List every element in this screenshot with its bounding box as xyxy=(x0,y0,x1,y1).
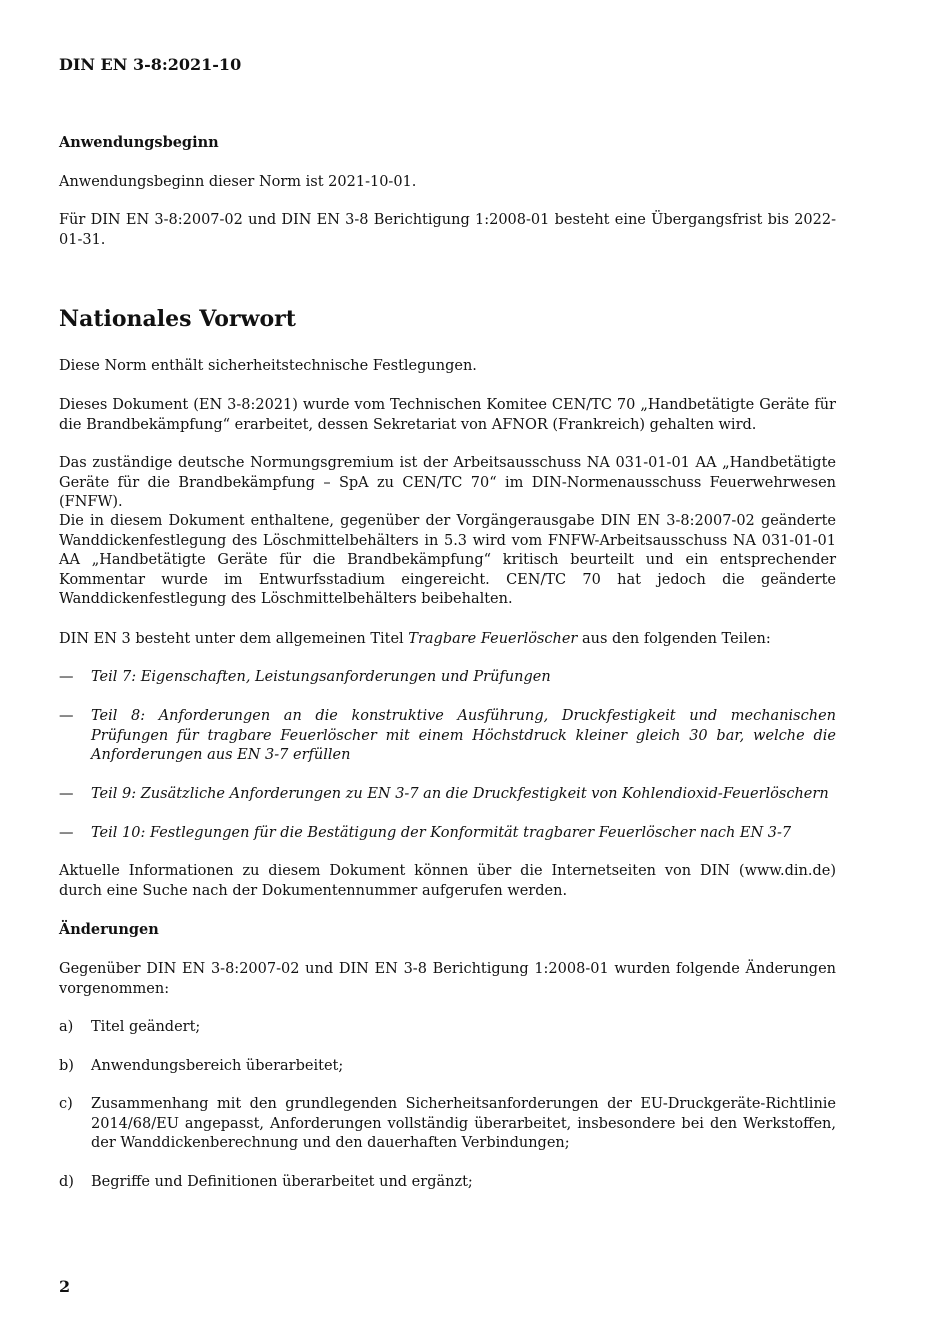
parts-series-title: Tragbare Feuerlöscher xyxy=(408,631,578,647)
anwendungsbeginn-heading: Anwendungsbeginn xyxy=(59,134,219,151)
list-label: a) xyxy=(59,1019,74,1035)
aenderung-item xyxy=(59,1018,836,1038)
dash-marker: — xyxy=(59,786,74,802)
aenderung-text: Titel geändert; xyxy=(91,1019,201,1035)
list-label: b) xyxy=(59,1058,74,1074)
list-label: c) xyxy=(59,1096,73,1112)
part-8-text: Teil 8: Anforderungen an die konstruktive Ausführung, Druckfestigkeit und mechanischen Prüfungen für tragbare Feuerlöscher mit einem Höchstdruck kleiner gleich 30 bar, welche die Anforderungen aus EN 3-7 erfüllen xyxy=(91,708,836,763)
anwendungsbeginn-paragraph-1: Anwendungsbeginn dieser Norm ist 2021-10-01. xyxy=(59,174,417,190)
aenderung-item xyxy=(59,1173,836,1193)
aenderung-text: Anwendungsbereich überarbeitet; xyxy=(91,1058,344,1074)
aenderung-item xyxy=(59,1057,836,1077)
nationales-vorwort-title: Nationales Vorwort xyxy=(59,306,296,332)
aenderungen-heading: Änderungen xyxy=(59,921,159,938)
vorwort-paragraph-4: Die in diesem Dokument enthaltene, gegenüber der Vorgängerausgabe DIN EN 3-8:2007-02 geänderte Wanddickenfestlegung des Löschmittelbehälters in 5.3 wird vom FNFW-Arbeitsausschuss NA 031-01-01 AA „Handbetätigte Geräte für die Brandbekämpfung“ kritisch beurteilt und ein entsprechender Kommentar wurde im Entwurfsstadium eingereicht. CEN/TC 70 hat jedoch die geänderte Wanddickenfestlegung des Löschmittelbehälters beibehalten. xyxy=(59,513,836,607)
document-id-header: DIN EN 3-8:2021-10 xyxy=(59,55,242,74)
aenderung-text: Begriffe und Definitionen überarbeitet und ergänzt; xyxy=(91,1174,473,1190)
vorwort-paragraph-3: Das zuständige deutsche Normungsgremium ist der Arbeitsausschuss NA 031-01-01 AA „Handbetätigte Geräte für die Brandbekämpfung – SpA zu CEN/TC 70“ im DIN-Normenausschuss Feuerwehrwesen (FNFW). xyxy=(59,455,836,510)
parts-list-item xyxy=(59,785,836,805)
vorwort-paragraph-parts-intro xyxy=(59,630,836,650)
page-number: 2 xyxy=(59,1277,71,1296)
parts-list-item xyxy=(59,668,836,688)
vorwort-paragraph-2: Dieses Dokument (EN 3-8:2021) wurde vom Technischen Komitee CEN/TC 70 „Handbetätigte Geräte für die Brandbekämpfung“ erarbeitet, dessen Sekretariat von AFNOR (Frankreich) gehalten wird. xyxy=(59,397,836,433)
part-7-text: Teil 7: Eigenschaften, Leistungsanforderungen und Prüfungen xyxy=(91,669,551,685)
dash-marker: — xyxy=(59,708,74,724)
part-10-text: Teil 10: Festlegungen für die Bestätigung der Konformität tragbarer Feuerlöscher nach EN 3-7 xyxy=(91,825,792,841)
list-label: d) xyxy=(59,1174,74,1190)
vorwort-paragraph-1: Diese Norm enthält sicherheitstechnische Festlegungen. xyxy=(59,358,477,374)
aenderung-text: Zusammenhang mit den grundlegenden Sicherheitsanforderungen der EU-Druckgeräte-Richtlinie 2014/68/EU angepasst, Anforderungen vollständig überarbeitet, insbesondere bei den Werkstoffen, der Wanddickenberechnung und den dauerhaften Verbindungen; xyxy=(91,1096,836,1151)
parts-list-item xyxy=(59,824,836,844)
part-9-text: Teil 9: Zusätzliche Anforderungen zu EN 3-7 an die Druckfestigkeit von Kohlendioxid-Feuerlöschern xyxy=(91,786,829,802)
parts-intro-after: aus den folgenden Teilen: xyxy=(577,631,771,647)
dash-marker: — xyxy=(59,825,74,841)
aenderung-item xyxy=(59,1095,836,1154)
anwendungsbeginn-paragraph-2: Für DIN EN 3-8:2007-02 und DIN EN 3-8 Berichtigung 1:2008-01 besteht eine Übergangsfrist bis 2022-01-31. xyxy=(59,212,836,248)
dash-marker: — xyxy=(59,669,74,685)
vorwort-paragraph-din-info: Aktuelle Informationen zu diesem Dokument können über die Internetseiten von DIN (www.din.de) durch eine Suche nach der Dokumentennummer aufgerufen werden. xyxy=(59,863,836,899)
parts-list-item xyxy=(59,707,836,766)
parts-intro-before: DIN EN 3 besteht unter dem allgemeinen Titel xyxy=(59,631,409,647)
aenderungen-intro: Gegenüber DIN EN 3-8:2007-02 und DIN EN 3-8 Berichtigung 1:2008-01 wurden folgende Änderungen vorgenommen: xyxy=(59,961,836,997)
